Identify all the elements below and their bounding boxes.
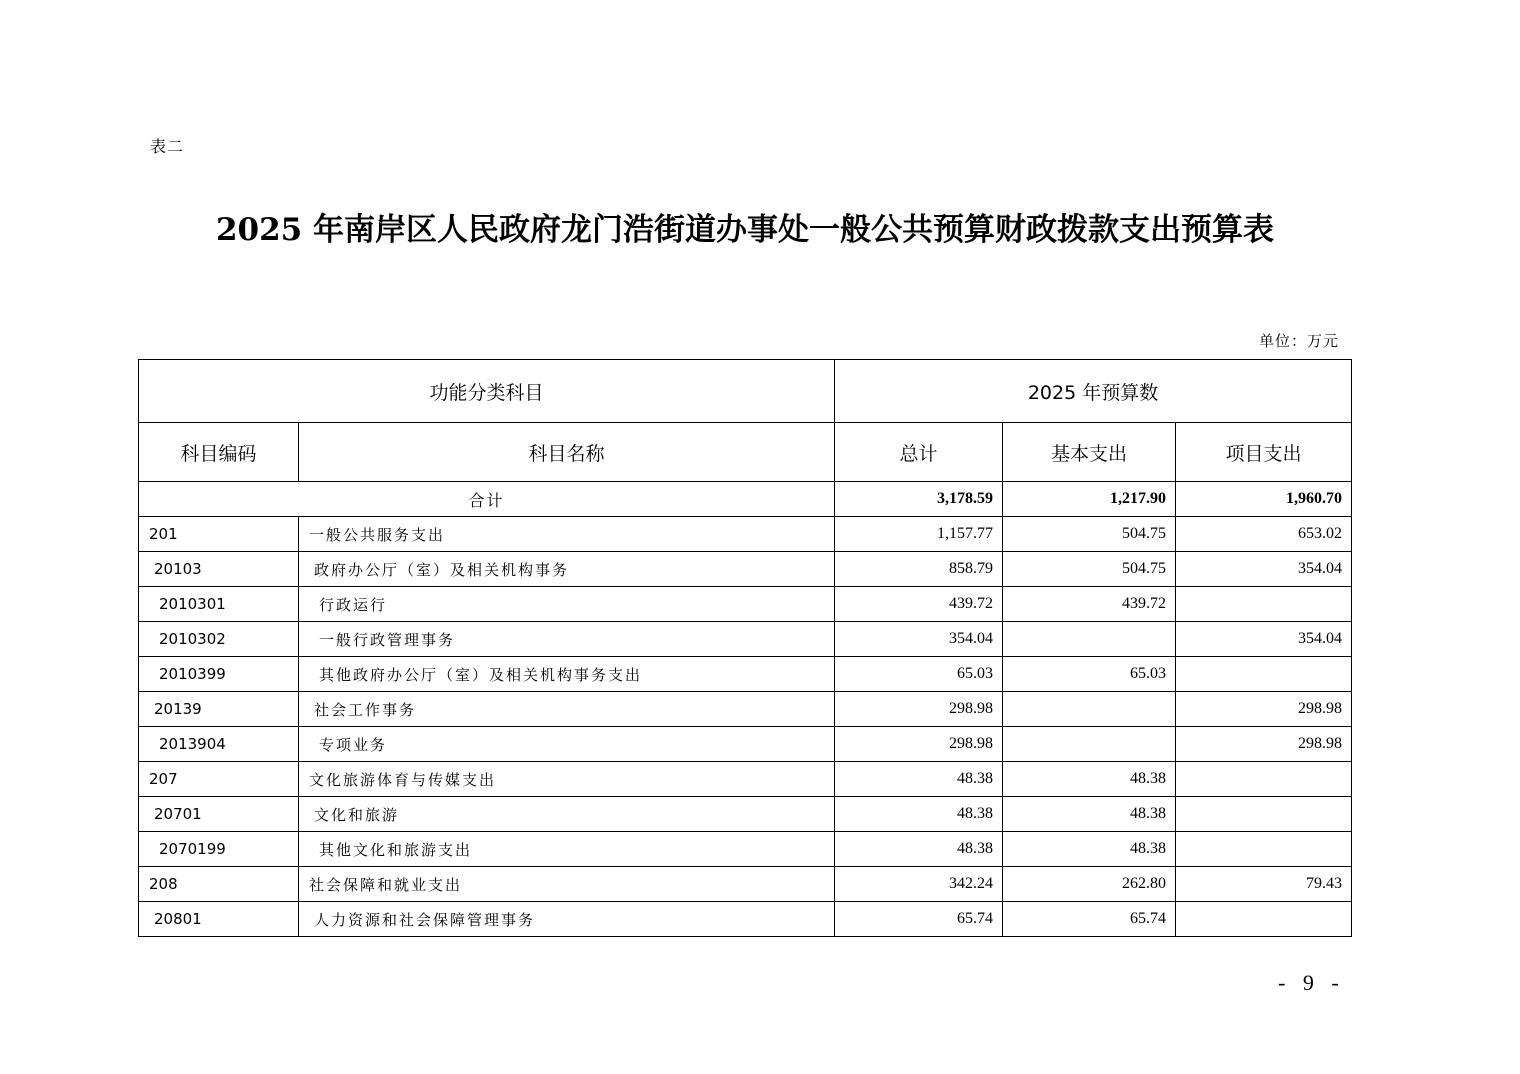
row-total: 48.38 xyxy=(835,797,1003,832)
row-total: 342.24 xyxy=(835,867,1003,902)
row-project xyxy=(1176,797,1352,832)
row-name: 其他文化和旅游支出 xyxy=(299,832,835,867)
row-project xyxy=(1176,657,1352,692)
header-group-row xyxy=(139,360,1352,423)
row-basic: 65.03 xyxy=(1003,657,1176,692)
table-label: 表二 xyxy=(150,137,185,156)
table-row xyxy=(139,727,1352,762)
row-project xyxy=(1176,832,1352,867)
row-basic: 65.74 xyxy=(1003,902,1176,937)
row-name: 其他政府办公厅（室）及相关机构事务支出 xyxy=(299,657,835,692)
row-total: 65.74 xyxy=(835,902,1003,937)
column-header-name: 科目名称 xyxy=(299,423,835,482)
row-total: 298.98 xyxy=(835,727,1003,762)
table-row xyxy=(139,657,1352,692)
row-project xyxy=(1176,902,1352,937)
row-name: 政府办公厅（室）及相关机构事务 xyxy=(299,552,835,587)
column-header-basic: 基本支出 xyxy=(1003,423,1176,482)
table-row xyxy=(139,622,1352,657)
row-code: 2010302 xyxy=(139,622,299,657)
header-functional-classification: 功能分类科目 xyxy=(139,360,835,423)
row-name: 文化和旅游 xyxy=(299,797,835,832)
row-project: 79.43 xyxy=(1176,867,1352,902)
row-basic: 48.38 xyxy=(1003,832,1176,867)
table-row xyxy=(139,832,1352,867)
row-project: 298.98 xyxy=(1176,727,1352,762)
row-total: 439.72 xyxy=(835,587,1003,622)
header-column-row xyxy=(139,423,1352,482)
row-code: 2010301 xyxy=(139,587,299,622)
row-basic: 504.75 xyxy=(1003,552,1176,587)
row-basic xyxy=(1003,692,1176,727)
row-code: 207 xyxy=(139,762,299,797)
row-name: 一般公共服务支出 xyxy=(299,517,835,552)
total-label: 合计 xyxy=(139,482,835,517)
row-project: 653.02 xyxy=(1176,517,1352,552)
row-name: 社会工作事务 xyxy=(299,692,835,727)
total-row xyxy=(139,482,1352,517)
row-project: 354.04 xyxy=(1176,552,1352,587)
row-total: 858.79 xyxy=(835,552,1003,587)
row-name: 专项业务 xyxy=(299,727,835,762)
unit-label: 单位：万元 xyxy=(1258,332,1339,350)
row-code: 2070199 xyxy=(139,832,299,867)
row-basic: 504.75 xyxy=(1003,517,1176,552)
row-name: 行政运行 xyxy=(299,587,835,622)
table-row xyxy=(139,867,1352,902)
row-total: 1,157.77 xyxy=(835,517,1003,552)
row-total: 48.38 xyxy=(835,832,1003,867)
row-name: 文化旅游体育与传媒支出 xyxy=(299,762,835,797)
row-basic xyxy=(1003,727,1176,762)
row-project: 298.98 xyxy=(1176,692,1352,727)
column-header-project: 项目支出 xyxy=(1176,423,1352,482)
row-basic: 48.38 xyxy=(1003,762,1176,797)
table-row xyxy=(139,797,1352,832)
row-name: 社会保障和就业支出 xyxy=(299,867,835,902)
row-basic: 48.38 xyxy=(1003,797,1176,832)
total-basic: 1,217.90 xyxy=(1003,482,1176,517)
row-total: 298.98 xyxy=(835,692,1003,727)
row-code: 201 xyxy=(139,517,299,552)
table-row xyxy=(139,517,1352,552)
row-project: 354.04 xyxy=(1176,622,1352,657)
total-project: 1,960.70 xyxy=(1176,482,1352,517)
table-row xyxy=(139,692,1352,727)
row-code: 2013904 xyxy=(139,727,299,762)
budget-table xyxy=(138,359,1352,937)
row-name: 一般行政管理事务 xyxy=(299,622,835,657)
row-total: 48.38 xyxy=(835,762,1003,797)
row-code: 20103 xyxy=(139,552,299,587)
total-sum: 3,178.59 xyxy=(835,482,1003,517)
table-row xyxy=(139,902,1352,937)
row-code: 20139 xyxy=(139,692,299,727)
row-code: 2010399 xyxy=(139,657,299,692)
column-header-code: 科目编码 xyxy=(139,423,299,482)
row-code: 20701 xyxy=(139,797,299,832)
header-budget-2025: 2025 年预算数 xyxy=(835,360,1352,423)
page-number: - 9 - xyxy=(1278,970,1345,995)
row-basic xyxy=(1003,622,1176,657)
row-project xyxy=(1176,587,1352,622)
row-total: 354.04 xyxy=(835,622,1003,657)
column-header-total: 总计 xyxy=(835,423,1003,482)
table-row xyxy=(139,552,1352,587)
row-total: 65.03 xyxy=(835,657,1003,692)
page-title: 2025 年南岸区人民政府龙门浩街道办事处一般公共预算财政拨款支出预算表 xyxy=(215,212,1275,248)
table-row xyxy=(139,587,1352,622)
table-row xyxy=(139,762,1352,797)
row-project xyxy=(1176,762,1352,797)
row-code: 208 xyxy=(139,867,299,902)
row-basic: 262.80 xyxy=(1003,867,1176,902)
row-code: 20801 xyxy=(139,902,299,937)
row-name: 人力资源和社会保障管理事务 xyxy=(299,902,835,937)
row-basic: 439.72 xyxy=(1003,587,1176,622)
